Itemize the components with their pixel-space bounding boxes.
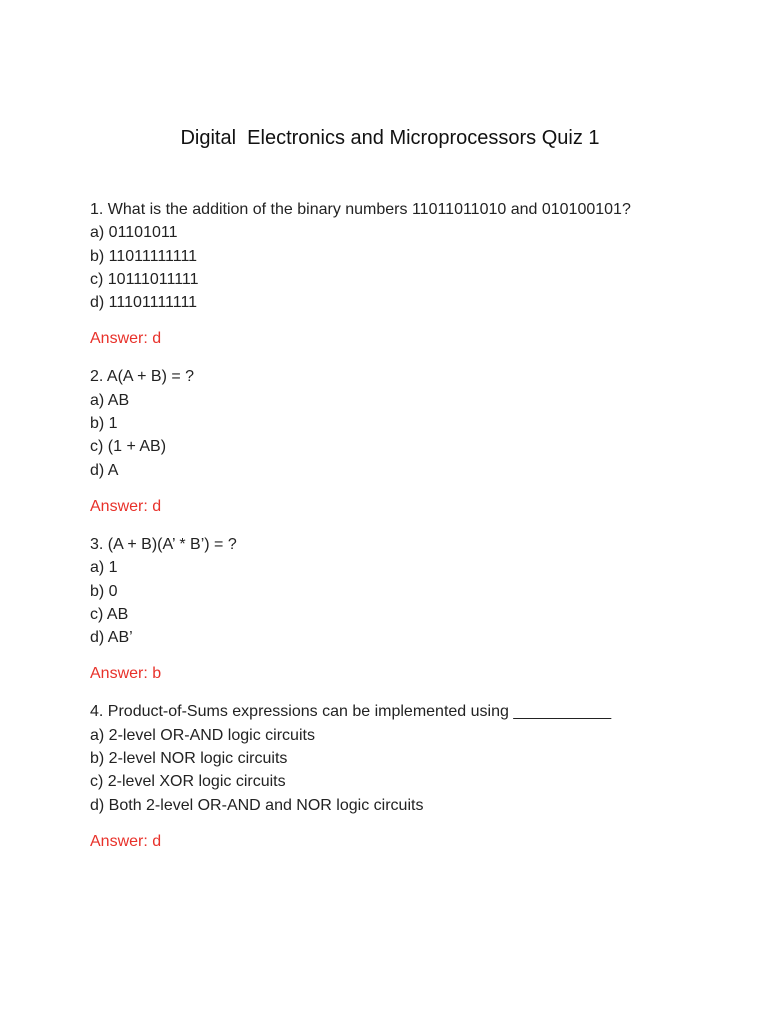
document-title: Digital Electronics and Microprocessors Quiz 1 bbox=[180, 127, 600, 149]
option-a: a) AB bbox=[90, 391, 130, 409]
option-a: a) 1 bbox=[90, 559, 118, 577]
option-d: d) Both 2-level OR-AND and NOR logic circuits bbox=[90, 796, 424, 814]
question-text: 4. Product-of-Sums expressions can be implemented using ___________ bbox=[90, 703, 612, 721]
option-a: a) 2-level OR-AND logic circuits bbox=[90, 726, 315, 744]
option-c: c) (1 + AB) bbox=[90, 438, 167, 456]
question-text: 1. What is the addition of the binary numbers 11011011010 and 010100101? bbox=[90, 201, 631, 218]
option-b: b) 0 bbox=[90, 582, 118, 600]
answer-text: Answer: d bbox=[90, 330, 162, 348]
answer-text: Answer: d bbox=[90, 832, 162, 850]
option-b: b) 11011111111 bbox=[90, 247, 198, 265]
question-text: 2. A(A + B) = ? bbox=[90, 368, 195, 386]
question-4 bbox=[90, 700, 730, 852]
option-c: c) 10111011111 bbox=[90, 270, 199, 288]
option-b: b) 2-level NOR logic circuits bbox=[90, 750, 288, 768]
answer-text: Answer: d bbox=[90, 497, 162, 515]
answer-text: Answer: b bbox=[90, 665, 162, 683]
option-c: c) AB bbox=[90, 605, 129, 623]
question-3 bbox=[90, 533, 730, 685]
option-d: d) A bbox=[90, 461, 119, 479]
option-d: d) 11101111111 bbox=[90, 294, 198, 312]
option-a: a) 01101011 bbox=[90, 224, 178, 242]
quiz-body bbox=[90, 198, 730, 868]
option-d: d) AB’ bbox=[90, 629, 133, 647]
question-text: 3. (A + B)(A’ * B’) = ? bbox=[90, 535, 237, 553]
option-b: b) 1 bbox=[90, 415, 118, 433]
option-c: c) 2-level XOR logic circuits bbox=[90, 773, 286, 791]
question-2 bbox=[90, 365, 730, 517]
question-1 bbox=[90, 198, 730, 350]
